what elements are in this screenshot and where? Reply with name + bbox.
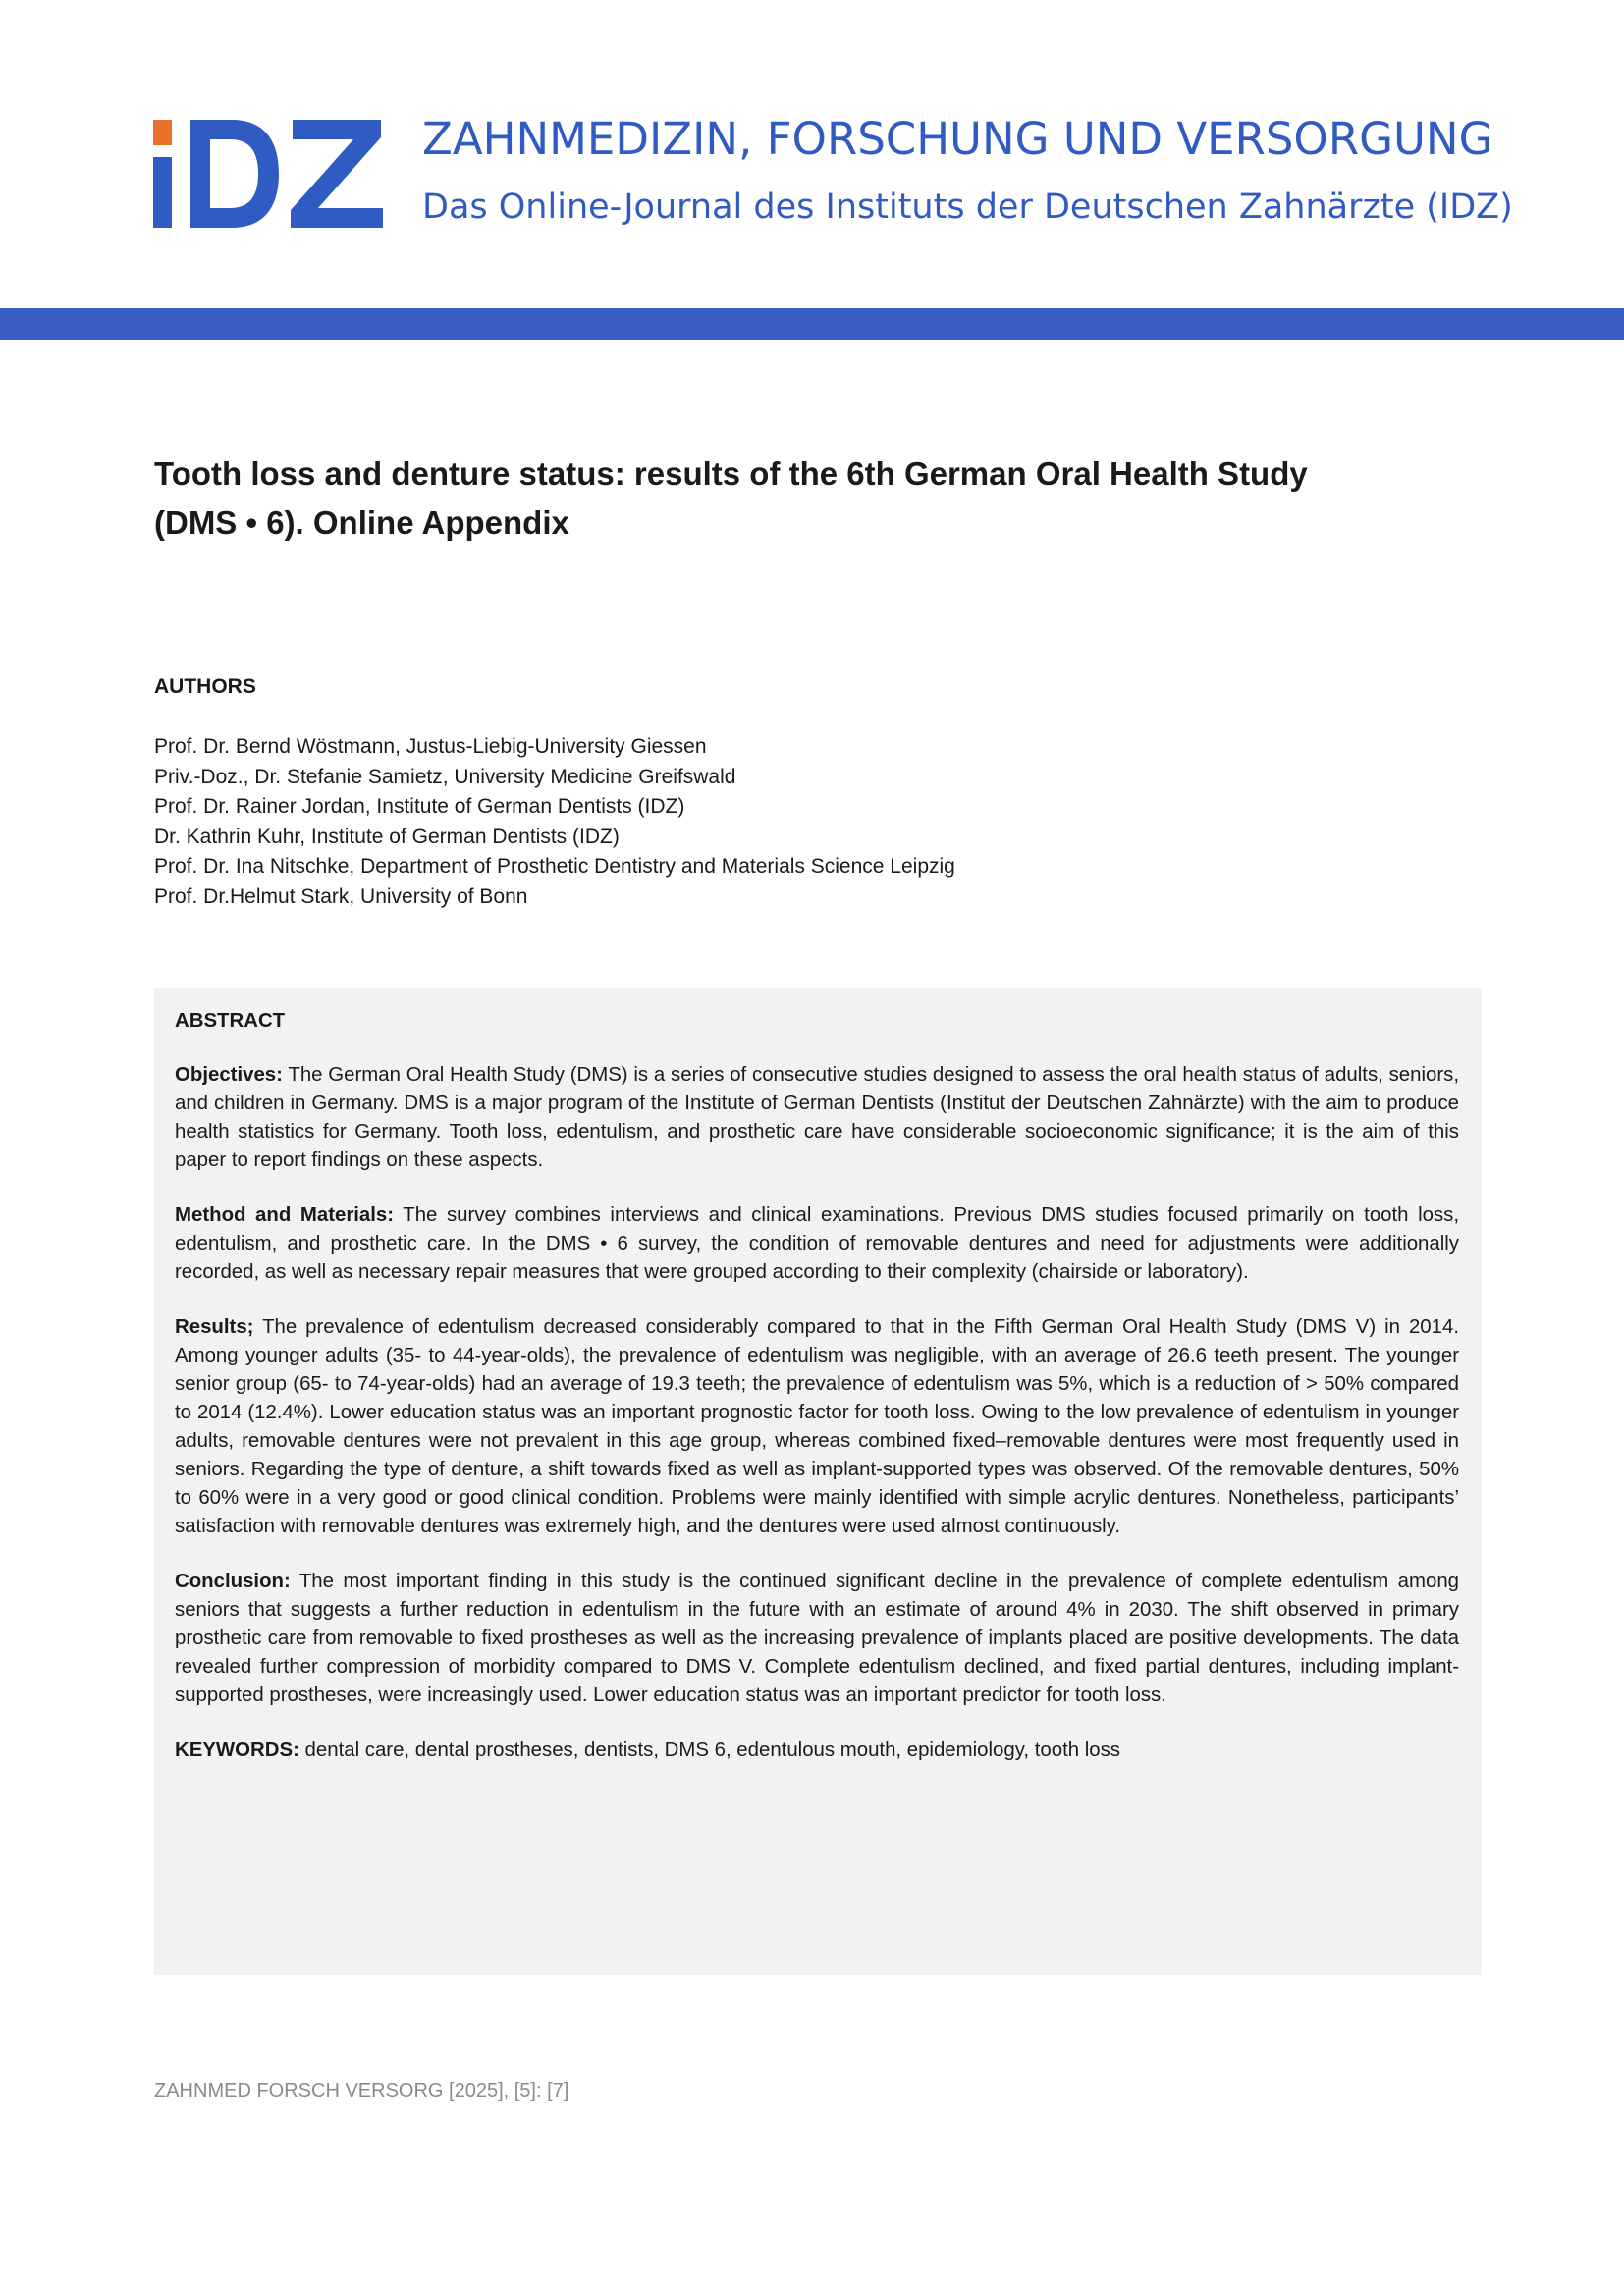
author-item: Prof. Dr. Rainer Jordan, Institute of German Dentists (IDZ) <box>154 795 685 818</box>
keywords-label: KEYWORDS: <box>175 1739 299 1761</box>
article-title-line2: (DMS • 6). Online Appendix <box>154 505 569 541</box>
author-item: Prof. Dr. Ina Nitschke, Department of Prosthetic Dentistry and Materials Science Leipzig <box>154 855 955 878</box>
journal-name: ZAHNMEDIZIN, FORSCHUNG UND VERSORGUNG <box>422 113 1493 165</box>
journal-subtitle: Das Online-Journal des Instituts der Deutschen Zahnärzte (IDZ) <box>422 187 1513 227</box>
results-text: The prevalence of edentulism decreased considerably compared to that in the Fifth German Oral Health Study (DMS V) in 2014. Among younger adults (35- to 44-year-olds), the prevalence of edentulism was negligible, with an average of 26.6 teeth present. The younger senior group (65- to 74-year-olds) had an average of 19.3 teeth; the prevalence of edentulism was 5%, which is a reduction of > 50% compared to 2014 (12.4%). Lower education status was an important prognostic factor for tooth loss. Owing to the low prevalence of edentulism in younger adults, removable dentures were not prevalent in this age group, whereas combined fixed–removable dentures were most frequently used in seniors. Regarding the type of denture, a shift towards fixed as well as implant-supported types was observed. Of the removable dentures, 50% to 60% were in a very good or good clinical condition. Problems were mainly identified with simple acrylic dentures. Nonetheless, participants’ satisfaction with removable dentures was extremely high, and the dentures were used almost continuously. <box>175 1316 1459 1537</box>
results-label: Results; <box>175 1316 254 1338</box>
abstract-heading: ABSTRACT <box>175 1010 286 1032</box>
abstract-methods <box>175 1201 1459 1287</box>
objectives-text: The German Oral Health Study (DMS) is a series of consecutive studies designed to assess the oral health status of adults, seniors, and children in Germany. DMS is a major program of the Institute of German Dentists (Institut der Deutschen Zahnärzte) with the aim to produce health statistics for Germany. Tooth loss, edentulism, and prosthetic care have considerable socioeconomic significance; it is the aim of this paper to report findings on these aspects. <box>175 1064 1459 1171</box>
abstract-objectives <box>175 1061 1459 1175</box>
author-item: Prof. Dr. Bernd Wöstmann, Justus-Liebig-University Giessen <box>154 735 707 758</box>
methods-label: Method and Materials: <box>175 1204 395 1226</box>
abstract-conclusion <box>175 1568 1459 1710</box>
header-band <box>0 308 1624 340</box>
authors-heading: AUTHORS <box>154 675 256 698</box>
abstract-box <box>154 988 1482 1975</box>
objectives-label: Objectives: <box>175 1064 283 1086</box>
logo-i-dot <box>153 120 172 145</box>
article-title-line1: Tooth loss and denture status: results of the 6th German Oral Health Study <box>154 455 1308 492</box>
logo-d <box>190 120 279 228</box>
author-item: Dr. Kathrin Kuhr, Institute of German Dentists (IDZ) <box>154 825 620 848</box>
logo-z <box>291 120 383 228</box>
logo-i-stem <box>153 157 172 228</box>
conclusion-label: Conclusion: <box>175 1571 291 1592</box>
author-item: Prof. Dr.Helmut Stark, University of Bonn <box>154 884 528 908</box>
conclusion-text: The most important finding in this study is the continued significant decline in the prevalence of complete edentulism among seniors that suggests a further reduction in edentulism in the future with an estimate of around 4% in 2030. The shift observed in primary prosthetic care from removable to fixed prostheses as well as the increasing prevalence of implants placed are positive developments. The data revealed further compression of morbidity compared to DMS V. Complete edentulism declined, and fixed partial dentures, including implant-supported prostheses, were increasingly used. Lower education status was an important predictor for tooth loss. <box>175 1571 1460 1706</box>
idz-logo <box>153 120 383 228</box>
authors-list <box>154 732 955 912</box>
abstract-results <box>175 1313 1459 1541</box>
abstract-content <box>175 1007 1459 1791</box>
keywords-text: dental care, dental prostheses, dentists, DMS 6, edentulous mouth, epidemiology, tooth loss <box>304 1739 1120 1761</box>
abstract-keywords <box>175 1736 1459 1765</box>
author-item: Priv.-Doz., Dr. Stefanie Samietz, University Medicine Greifswald <box>154 765 736 788</box>
methods-text: The survey combines interviews and clinical examinations. Previous DMS studies focused primarily on tooth loss, edentulism, and prosthetic care. In the DMS • 6 survey, the condition of removable dentures and need for adjustments were additionally recorded, as well as necessary repair measures that were grouped according to their complexity (chairside or laboratory). <box>175 1204 1459 1283</box>
footer-citation: ZAHNMED FORSCH VERSORG [2025], [5]: [7] <box>154 2080 569 2102</box>
article-title <box>154 450 1431 548</box>
